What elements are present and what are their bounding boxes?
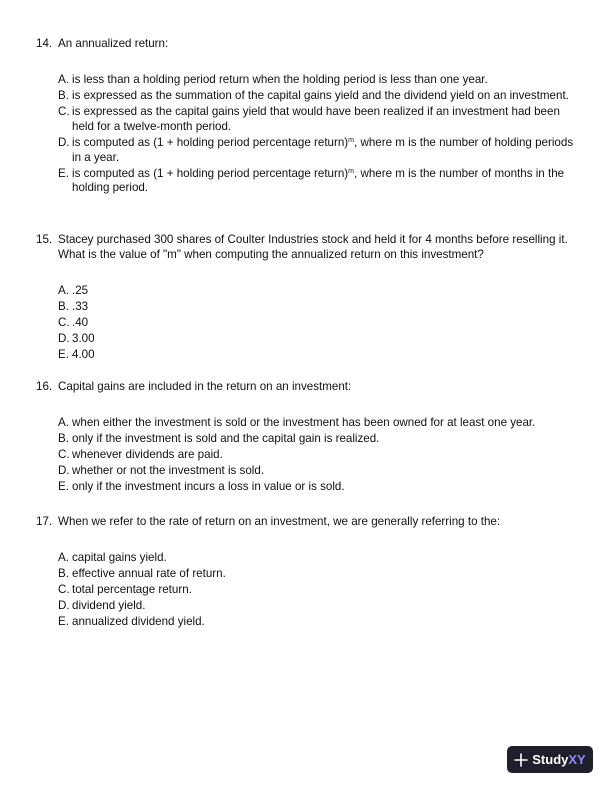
option-list xyxy=(58,551,581,630)
option-text: is expressed as the capital gains yield that would have been realized if an investment had been held for a twelve-month period. xyxy=(72,104,560,133)
option-text-after: , where m is the number of holding periods in a year. xyxy=(72,135,574,164)
option-c xyxy=(58,583,581,598)
option-letter: A. xyxy=(58,73,69,86)
question-number: 14. xyxy=(36,37,53,50)
option-letter: C. xyxy=(58,582,70,596)
option-text: .40 xyxy=(72,315,89,329)
option-text-before: is computed as (1 + holding period percentage return) xyxy=(72,166,349,180)
option-a xyxy=(58,284,581,299)
question-text: Stacey purchased 300 shares of Coulter Industries stock and held it for 4 months before reselling it. What is the value of "m" when computing the annualized return on this investment? xyxy=(58,233,568,261)
option-list xyxy=(58,416,581,495)
option-d xyxy=(58,599,581,614)
question-14 xyxy=(36,36,581,197)
option-letter: C. xyxy=(58,104,70,118)
option-letter: D. xyxy=(58,598,70,612)
option-list xyxy=(58,284,581,363)
option-b xyxy=(58,89,581,104)
option-letter: A. xyxy=(58,551,69,564)
option-letter: E. xyxy=(58,479,69,493)
badge-text-study: Study xyxy=(532,752,569,767)
option-letter: E. xyxy=(58,347,69,361)
option-b xyxy=(58,300,581,315)
option-letter: C. xyxy=(58,447,70,461)
option-a xyxy=(58,416,581,431)
option-text: whether or not the investment is sold. xyxy=(72,463,265,477)
option-text: capital gains yield. xyxy=(72,551,167,564)
option-letter: C. xyxy=(58,315,70,329)
option-letter: B. xyxy=(58,88,69,102)
question-stem xyxy=(36,232,581,262)
option-e xyxy=(58,167,581,197)
question-stem xyxy=(36,379,581,394)
option-text-before: is computed as (1 + holding period percentage return) xyxy=(72,135,349,149)
option-letter: D. xyxy=(58,463,70,477)
option-a xyxy=(58,73,581,88)
option-letter: E. xyxy=(58,614,69,628)
option-text-after: , where m is the number of months in the holding period. xyxy=(72,166,565,195)
option-letter: B. xyxy=(58,431,69,445)
option-c xyxy=(58,448,581,463)
option-text: when either the investment is sold or the investment has been owned for at least one year. xyxy=(72,416,536,429)
option-text: effective annual rate of return. xyxy=(72,566,226,580)
option-c xyxy=(58,316,581,331)
option-text: .25 xyxy=(72,284,89,297)
option-text: only if the investment is sold and the capital gain is realized. xyxy=(72,431,380,445)
question-number: 16. xyxy=(36,380,53,393)
option-e xyxy=(58,615,581,630)
badge-text-xy: XY xyxy=(568,752,586,767)
option-e xyxy=(58,348,581,363)
option-text: 4.00 xyxy=(72,347,95,361)
option-d xyxy=(58,332,581,347)
option-text: only if the investment incurs a loss in value or is sold. xyxy=(72,479,345,493)
question-number: 17. xyxy=(36,515,53,528)
option-text: 3.00 xyxy=(72,331,95,345)
option-b xyxy=(58,567,581,582)
option-text: dividend yield. xyxy=(72,598,146,612)
question-stem xyxy=(36,514,581,529)
question-text: An annualized return: xyxy=(58,37,169,50)
option-text: is expressed as the summation of the capital gains yield and the dividend yield on an investment. xyxy=(72,88,569,102)
superscript-m: m xyxy=(348,136,355,144)
option-e xyxy=(58,480,581,495)
question-15 xyxy=(36,232,581,364)
option-a xyxy=(58,551,581,566)
question-17 xyxy=(36,514,581,631)
option-text: total percentage return. xyxy=(72,582,192,596)
option-b xyxy=(58,432,581,447)
option-letter: E. xyxy=(58,166,69,180)
question-stem xyxy=(36,36,581,51)
option-letter: B. xyxy=(58,299,69,313)
question-text: Capital gains are included in the return on an investment: xyxy=(58,380,352,393)
option-d xyxy=(58,136,581,166)
option-list xyxy=(58,73,581,196)
option-text xyxy=(72,167,581,197)
option-text: .33 xyxy=(72,299,89,313)
question-text: When we refer to the rate of return on an investment, we are generally referring to the: xyxy=(58,515,501,528)
question-16 xyxy=(36,379,581,496)
option-text xyxy=(72,136,581,166)
studyxy-badge[interactable] xyxy=(507,746,593,773)
option-letter: A. xyxy=(58,284,69,297)
option-letter: B. xyxy=(58,566,69,580)
option-letter: A. xyxy=(58,416,69,429)
option-text: annualized dividend yield. xyxy=(72,614,205,628)
superscript-m: m xyxy=(348,167,355,175)
plus-icon xyxy=(514,753,528,767)
option-letter: D. xyxy=(58,331,70,345)
option-c xyxy=(58,105,581,135)
option-text: whenever dividends are paid. xyxy=(72,447,223,461)
option-letter: D. xyxy=(58,135,70,149)
option-text: is less than a holding period return when the holding period is less than one year. xyxy=(72,73,488,86)
question-number: 15. xyxy=(36,233,53,246)
option-d xyxy=(58,464,581,479)
